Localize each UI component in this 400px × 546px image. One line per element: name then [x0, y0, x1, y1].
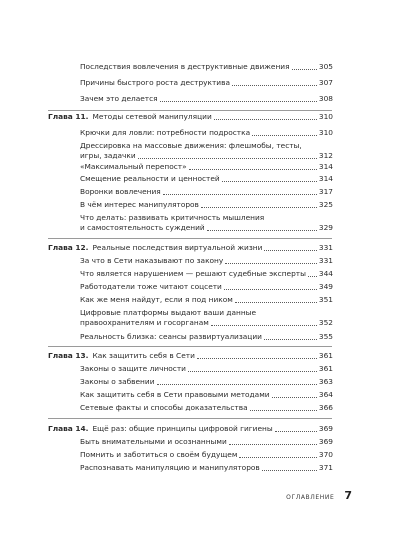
toc-item-title: Причины быстрого роста деструктива — [80, 78, 230, 87]
dot-leader — [189, 169, 317, 170]
dot-leader — [157, 384, 317, 385]
toc-item[interactable] — [80, 256, 333, 266]
chapter-label: Глава 13. — [48, 351, 89, 360]
dot-leader — [252, 135, 317, 136]
toc-item-page: 310 — [318, 128, 333, 137]
toc-item-title: Воронки вовлечения — [80, 187, 161, 196]
toc-item-page: 305 — [318, 62, 333, 71]
toc-item[interactable] — [80, 437, 333, 447]
dot-leader — [225, 263, 317, 264]
toc-item[interactable] — [80, 332, 333, 342]
toc-item-page: 369 — [318, 437, 333, 446]
toc-item-title: «Максимальный перепост» — [80, 162, 187, 171]
toc-item-title: За что в Сети наказывают по закону — [80, 256, 224, 265]
dot-leader — [239, 457, 316, 458]
dot-leader — [235, 302, 317, 303]
page-footer — [286, 489, 352, 502]
dot-leader — [163, 194, 317, 195]
toc-item-page: 352 — [318, 317, 333, 327]
dot-leader — [275, 431, 317, 432]
dot-leader — [160, 101, 317, 102]
dot-leader — [214, 119, 317, 120]
chapter-heading[interactable] — [48, 112, 333, 122]
toc-item-page: 361 — [318, 364, 333, 373]
section-divider — [48, 110, 332, 111]
toc-item-page: 329 — [318, 222, 333, 232]
toc-item[interactable] — [80, 62, 333, 72]
chapter-page: 331 — [318, 243, 333, 252]
dot-leader — [264, 339, 317, 340]
section-divider — [48, 418, 332, 419]
toc-item[interactable] — [80, 162, 333, 172]
chapter-page: 361 — [318, 351, 333, 360]
toc-item[interactable] — [80, 141, 333, 161]
chapter-title: Методы сетевой манипуляции — [92, 112, 212, 121]
running-footer-label: ОГЛАВЛЕНИЕ — [286, 494, 335, 501]
chapter-label: Глава 11. — [48, 112, 89, 121]
toc-item-title: Как же меня найдут, если я под ником — [80, 295, 233, 304]
toc-item-page: 349 — [318, 282, 333, 291]
toc-item-title-line-1: Что делать: развивать критичность мышления — [80, 213, 265, 222]
toc-item[interactable] — [80, 308, 333, 328]
toc-item-title: Как защитить себя в Сети правовыми методами — [80, 390, 270, 399]
toc-item-title: Реальность близка: сеансы развиртуализации — [80, 332, 262, 341]
toc-item-title: Зачем это делается — [80, 94, 158, 103]
dot-leader — [264, 250, 316, 251]
dot-leader — [292, 69, 317, 70]
toc-item-title: Сетевые факты и способы доказательства — [80, 403, 248, 412]
toc-item-page: 331 — [318, 256, 333, 265]
toc-item-page: 355 — [318, 332, 333, 341]
toc-item[interactable] — [80, 364, 333, 374]
toc-item-title: Помнить и заботиться о своём будущем — [80, 450, 238, 459]
toc-item-title-line-2: правоохранителям и госорганам — [80, 317, 209, 327]
toc-item-page: 308 — [318, 94, 333, 103]
dot-leader — [308, 276, 317, 277]
toc-item-page: 363 — [318, 377, 333, 386]
dot-leader — [197, 358, 317, 359]
toc-item-page: 307 — [318, 78, 333, 87]
dot-leader — [229, 444, 317, 445]
toc-item-title-line-2: и самостоятельность суждений — [80, 222, 205, 232]
dot-leader — [211, 325, 317, 326]
chapter-page: 369 — [318, 424, 333, 433]
dot-leader — [222, 181, 317, 182]
toc-item-page: 312 — [318, 150, 333, 160]
chapter-heading[interactable] — [48, 243, 333, 253]
chapter-title: Как защитить себя в Сети — [92, 351, 195, 360]
toc-item-title: Смещение реальности и ценностей — [80, 174, 220, 183]
page-number: 7 — [344, 489, 352, 502]
dot-leader — [207, 230, 317, 231]
chapter-title: Ещё раз: общие принципы цифровой гигиены — [92, 424, 273, 433]
toc-item[interactable] — [80, 128, 333, 138]
toc-item-page: 317 — [318, 187, 333, 196]
toc-item[interactable] — [80, 377, 333, 387]
toc-item-page: 364 — [318, 390, 333, 399]
toc-item[interactable] — [80, 463, 333, 473]
toc-item[interactable] — [80, 200, 333, 210]
dot-leader — [201, 207, 317, 208]
dot-leader — [250, 410, 317, 411]
chapter-heading[interactable] — [48, 351, 333, 361]
chapter-label: Глава 14. — [48, 424, 89, 433]
toc-item[interactable] — [80, 450, 333, 460]
toc-item-title-line-1: Цифровые платформы выдают ваши данные — [80, 308, 257, 317]
toc-item-title: Распознавать манипуляцию и манипуляторов — [80, 463, 260, 472]
toc-item-page: 314 — [318, 174, 333, 183]
dot-leader — [224, 289, 317, 290]
chapter-heading[interactable] — [48, 424, 333, 434]
toc-item[interactable] — [80, 403, 333, 413]
toc-item[interactable] — [80, 390, 333, 400]
toc-item[interactable] — [80, 213, 333, 233]
dot-leader — [232, 85, 317, 86]
toc-item-page: 344 — [318, 269, 333, 278]
toc-item-title: Работодатели тоже читают соцсети — [80, 282, 222, 291]
toc-item-page: 314 — [318, 162, 333, 171]
chapter-page: 310 — [318, 112, 333, 121]
toc-item-title: Быть внимательными и осознанными — [80, 437, 227, 446]
toc-item-page: 370 — [318, 450, 333, 459]
toc-item-title: Законы о забвении — [80, 377, 155, 386]
toc-item-title: Законы о защите личности — [80, 364, 186, 373]
dot-leader — [262, 470, 317, 471]
toc-item-title: Что является нарушением — решают судебные эксперты — [80, 269, 306, 278]
toc-item[interactable] — [80, 282, 333, 292]
dot-leader — [188, 371, 317, 372]
toc-item-title-line-2: игры, задачки — [80, 150, 136, 160]
toc-item[interactable] — [80, 295, 333, 305]
toc-item-page: 366 — [318, 403, 333, 412]
toc-item-title: Крючки для ловли: потребности подростка — [80, 128, 251, 137]
toc-item-page: 325 — [318, 200, 333, 209]
toc-item[interactable] — [80, 78, 333, 88]
toc-item[interactable] — [80, 94, 333, 104]
toc-item-page: 371 — [318, 463, 333, 472]
chapter-title: Реальные последствия виртуальной жизни — [92, 243, 263, 252]
section-divider — [48, 238, 332, 239]
toc-item[interactable] — [80, 269, 333, 279]
toc-item[interactable] — [80, 187, 333, 197]
dot-leader — [138, 158, 317, 159]
section-divider — [48, 346, 332, 347]
toc-item-title: В чём интерес манипуляторов — [80, 200, 199, 209]
chapter-label: Глава 12. — [48, 243, 89, 252]
toc-item-page: 351 — [318, 295, 333, 304]
toc-item-title: Последствия вовлечения в деструктивные движения — [80, 62, 290, 71]
toc-item[interactable] — [80, 174, 333, 184]
dot-leader — [272, 397, 317, 398]
toc-item-title-line-1: Дрессировка на массовые движения: флешмобы, тесты, — [80, 141, 302, 150]
